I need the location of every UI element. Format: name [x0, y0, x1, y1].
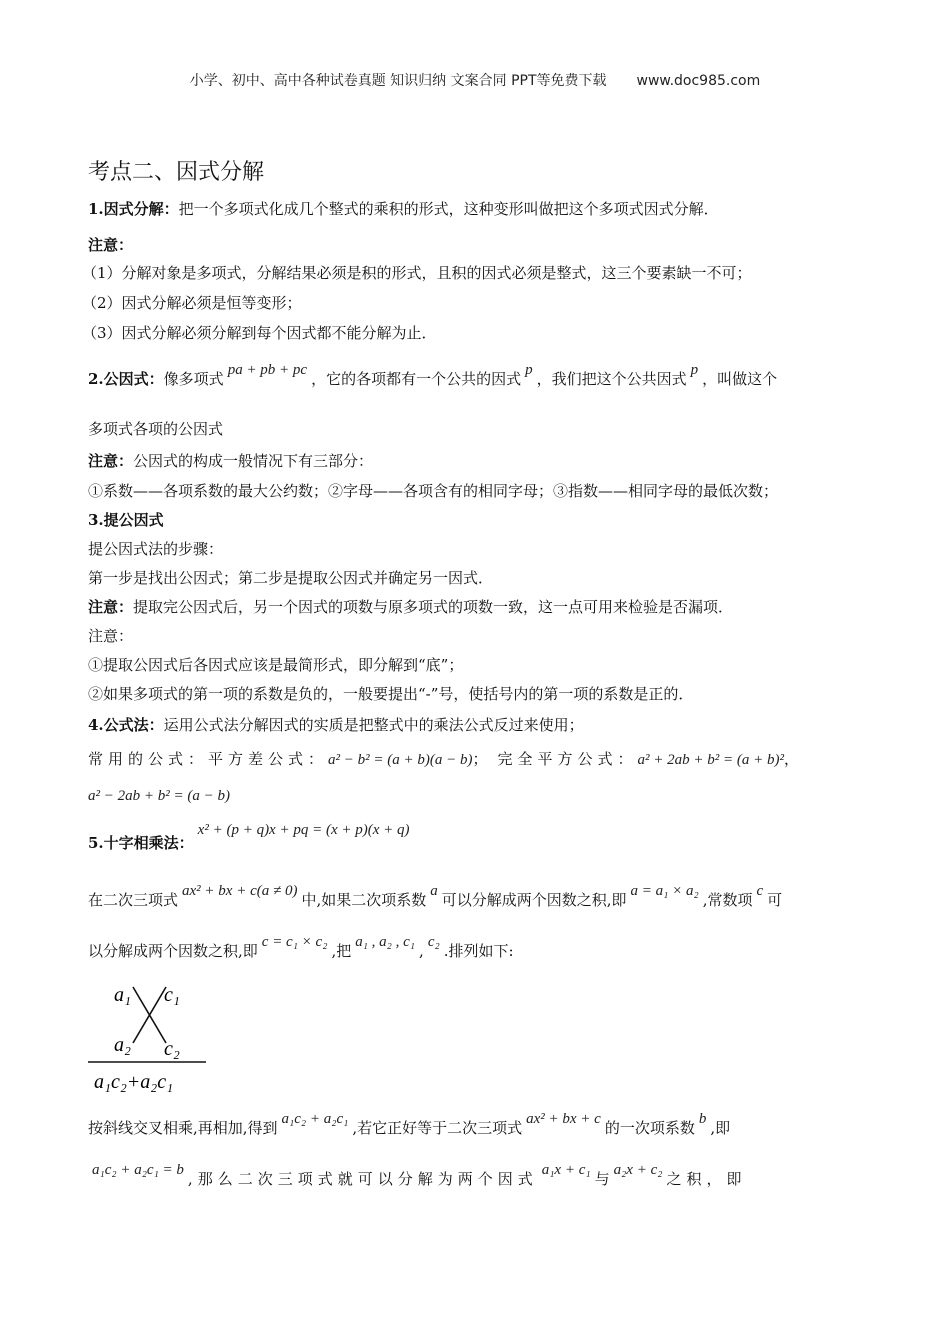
s3-note-2: 注意：	[88, 627, 134, 645]
cross-a1: a₁	[114, 984, 131, 1006]
s5-para-4	[88, 1162, 747, 1189]
def-common-factor	[88, 362, 778, 389]
s3-line-2: 第一步是找出公因式；第二步是提取公因式并确定另一因式．	[88, 569, 494, 587]
s5-r2: ,若它正好等于二次三项式	[352, 1119, 523, 1137]
s3-item-1: ①提取公因式后各因式应该是最简形式，即分解到“底”；	[88, 656, 464, 674]
formula-diff-squares: a² − b² = (a + b)(a − b)	[328, 752, 473, 768]
page-header	[0, 70, 950, 90]
header-text: 小学、初中、高中各种试卷真题 知识归纳 文案合同 PPT等免费下载	[189, 73, 607, 89]
s2-text-1: 像多项式	[163, 370, 224, 388]
s1-label: 1.因式分解：	[88, 200, 179, 218]
s5-p4: ,常数项	[702, 891, 753, 909]
s5-p2: 中,如果二次项系数	[301, 891, 427, 909]
s5-para-1	[88, 883, 783, 910]
s4-common-label: 常用的公式：平方差公式：	[88, 750, 329, 768]
s5-m5: c = c₁ × c₂	[261, 934, 328, 950]
s2-note-text: 公因式的构成一般情况下有三部分：	[133, 452, 374, 470]
header-url[interactable]: www.doc985.com	[636, 73, 761, 89]
s5-m11: a₁x + c₁	[541, 1162, 591, 1178]
s5-q2: ,把	[331, 942, 352, 960]
cross-c2: c₂	[164, 1038, 180, 1060]
def-factorization	[88, 198, 719, 219]
s5-m8: a₁c₂ + a₂c₁	[281, 1111, 349, 1127]
s1-note-2: （2）因式分解必须是恒等变形；	[82, 294, 302, 312]
s2-parts: ①系数——各项系数的最大公约数；②字母——各项含有的相同字母；③指数——相同字母的最低次数；	[88, 482, 779, 500]
s2-text-2: ，它的各项都有一个公共的因式	[311, 370, 522, 388]
s1-text: 把一个多项式化成几个整式的乘积的形式，这种变形叫做把这个多项式因式分解．	[178, 200, 719, 218]
s1-note-1: （1）分解对象是多项式，分解结果必须是积的形式，且积的因式必须是整式，这三个要素缺一不可；	[82, 264, 752, 282]
s2-math-1: pa + pb + pc	[227, 362, 308, 378]
s3-label: 3.提公因式	[88, 511, 164, 529]
s2-text-5: 多项式各项的公因式	[88, 420, 224, 438]
s5-m9: ax² + bx + c	[526, 1111, 601, 1127]
s5-m3: a = a₁ × a₂	[630, 883, 699, 899]
s3-note	[88, 596, 733, 617]
s5-p1: 在二次三项式	[88, 891, 179, 909]
s2-text-3: ，我们把这个公共因式	[536, 370, 687, 388]
s4-formulas	[88, 748, 799, 769]
cross-a2: a₂	[114, 1034, 131, 1056]
cross-c1: c₁	[164, 984, 180, 1006]
s5-r3: 的一次项系数	[604, 1119, 695, 1137]
s5-r1: 按斜线交叉相乘,再相加,得到	[88, 1119, 278, 1137]
s5-m1: ax² + bx + c(a ≠ 0)	[182, 883, 298, 899]
cross-diagram	[88, 975, 213, 1095]
s5-r4: ,即	[710, 1119, 731, 1137]
s3-line-1: 提公因式法的步骤：	[88, 540, 224, 558]
s5-m7: c₂	[427, 934, 440, 950]
s5-p5: 可	[767, 891, 783, 909]
s5-t2: 与	[594, 1170, 610, 1188]
def-cross-method	[88, 822, 414, 853]
note-label-1: 注意：	[88, 236, 134, 254]
formula-perfect-square-2: a² − 2ab + b² = (a − b)	[88, 788, 230, 804]
s1-note-3: （3）因式分解必须分解到每个因式都不能分解为止．	[82, 324, 437, 342]
s4-text: 运用公式法分解因式的实质是把整式中的乘法公式反过来使用；	[163, 716, 584, 734]
s5-q3: ,	[419, 942, 424, 960]
note-label-3: 注意：	[88, 598, 134, 616]
s2-math-2: p	[525, 362, 533, 378]
s5-t3: 之积，即	[666, 1170, 747, 1188]
s4-full-label: 完全平方公式：	[497, 750, 638, 768]
s5-t0: a₁c₂ + a₂c₁ = b	[92, 1162, 184, 1178]
s5-m4: c	[756, 883, 764, 899]
section-title: 考点二、因式分解	[88, 160, 265, 185]
s4-comma: ，	[784, 750, 800, 768]
s5-p3: 可以分解成两个因数之积,即	[441, 891, 627, 909]
s4-sep: ；	[472, 750, 488, 768]
s2-math-3: p	[690, 362, 699, 378]
s5-label: 5.十字相乘法：	[88, 834, 194, 852]
s2-label: 2.公因式：	[88, 370, 164, 388]
s3-note-text: 提取完公因式后，另一个因式的项数与原多项式的项数一致，这一点可用来检验是否漏项．	[133, 598, 734, 616]
def-formula-method	[88, 714, 584, 735]
s5-q4: .排列如下:	[443, 942, 514, 960]
s5-para-2	[88, 934, 514, 961]
s5-m10: b	[698, 1111, 707, 1127]
s2-note	[88, 450, 373, 471]
formula-perfect-square-1: a² + 2ab + b² = (a + b)²	[637, 752, 784, 768]
s3-item-2: ②如果多项式的第一项的系数是负的，一般要提出“-”号，使括号内的第一项的系数是正的．	[88, 685, 694, 703]
s5-m2: a	[430, 883, 438, 899]
s5-t1: ,那么二次三项式就可以分解为两个因式	[187, 1170, 538, 1188]
s5-q1: 以分解成两个因数之积,即	[88, 942, 258, 960]
s2-text-4: ，叫做这个	[702, 370, 778, 388]
s5-para-3	[88, 1111, 731, 1138]
s5-m6: a₁ , a₂ , c₁	[355, 934, 416, 950]
formula-cross: x² + (p + q)x + pq = (x + p)(x + q)	[197, 822, 410, 838]
cross-result: a₁c₂+a₂c₁	[94, 1071, 174, 1093]
s4-label: 4.公式法：	[88, 716, 164, 734]
s5-m12: a₂x + c₂	[613, 1162, 663, 1178]
note-label-2: 注意：	[88, 452, 134, 470]
